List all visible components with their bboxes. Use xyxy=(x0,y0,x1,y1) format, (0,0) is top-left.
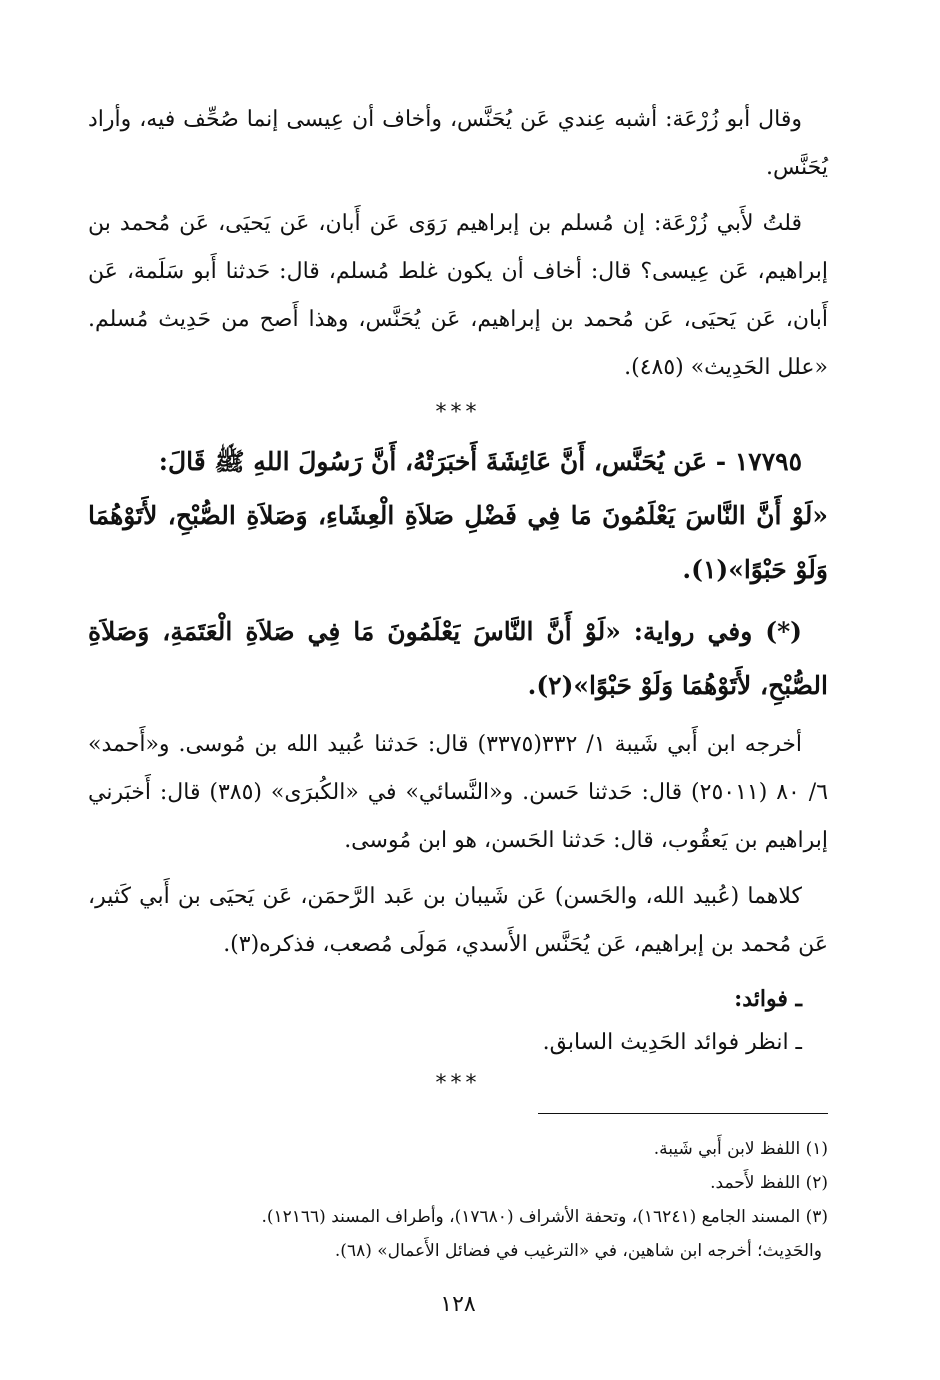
fawaid-item: ـ انظر فوائد الحَدِيث السابق. xyxy=(542,1030,802,1055)
hadith-variant: (*) وفي رواية: «لَوْ أَنَّ النَّاسَ يَعْلَمُونَ مَا فِي صَلاَةِ الْعَتَمَةِ، وَصَلاَةِ الصُّبْحِ، لأَتَوْهُمَا وَلَوْ حَبْوًا»(٢). xyxy=(88,617,828,700)
footnote-divider xyxy=(538,1113,828,1114)
hadith-text: «لَوْ أَنَّ النَّاسَ يَعْلَمُونَ مَا فِي فَضْلِ صَلاَةِ الْعِشَاءِ، وَصَلاَةِ الصُّبْحِ، لأَتَوْهُمَا وَلَوْ حَبْوًا»(١). xyxy=(88,501,828,584)
page-number: ١٢٨ xyxy=(440,1292,476,1317)
paragraph-illal: قلتُ لأَبي زُرْعَة: إن مُسلم بن إبراهيم رَوَى عَن أَبان، عَن يَحيَى، عَن مُحمد بن إبراهيم، عَن عِيسى؟ قال: أخاف أن يكون غلط مُسلم، قال: حَدثنا أَبو سَلَمة، عَن أَبان، عَن يَحيَى، عَن مُحمد بن إبراهيم، عَن يُحَنَّس، وهذا أَصح من حَدِيث مُسلم. «علل الحَدِيث» (٤٨٥). xyxy=(88,211,828,380)
separator-stars-top: *** xyxy=(435,400,481,425)
page-content xyxy=(88,96,828,1380)
paragraph-abu-zura: وقال أبو زُرْعَة: أشبه عِندي عَن يُحَنَّس، وأخاف أن عِيسى إنما صُحِّف فيه، وأراد يُحَنَّس. xyxy=(88,107,828,180)
takhrij-paragraph-2: كلاهما (عُبيد الله، والحَسن) عَن شَيبان بن عَبد الرَّحمَن، عَن يَحيَى بن أَبي كَثير، عَن مُحمد بن إبراهيم، عَن يُحَنَّس الأَسدي، مَولَى مُصعب، فذكره(٣). xyxy=(88,884,828,957)
fawaid-title: ـ فوائد: xyxy=(734,986,802,1012)
takhrij-paragraph-1: أخرجه ابن أَبي شَيبة ١/ ٣٣٢(٣٣٧٥) قال: حَدثنا عُبيد الله بن مُوسى. و«أَحمد» ٦/ ٨٠ (٢٥٠١١) قال: حَدثنا حَسن. و«النَّسائي» في «الكُبرَى» (٣٨٥) قال: أَخبَرني إبراهيم بن يَعقُوب، قال: حَدثنا الحَسن، هو ابن مُوسى. xyxy=(88,732,829,853)
footnote-3-continuation: والحَدِيث؛ أخرجه ابن شاهين، في «الترغيب في فضائل الأَعمال» (٦٨). xyxy=(334,1241,822,1261)
footnote-1: (١) اللفظ لابن أَبي شَيبة. xyxy=(653,1139,828,1159)
footnote-3: (٣) المسند الجامع (١٦٢٤١)، وتحفة الأشراف (١٧٦٨٠)، وأطراف المسند (١٢١٦٦). xyxy=(261,1207,828,1227)
footnote-2: (٢) اللفظ لأَحمد. xyxy=(710,1173,828,1193)
separator-stars-bottom: *** xyxy=(435,1071,481,1096)
hadith-header: ١٧٧٩٥ - عَن يُحَنَّس، أَنَّ عَائِشَةَ أَخبَرَتْهُ، أَنَّ رَسُولَ اللهِ ﷺ قَالَ: xyxy=(158,447,802,476)
footnotes xyxy=(88,1132,828,1268)
